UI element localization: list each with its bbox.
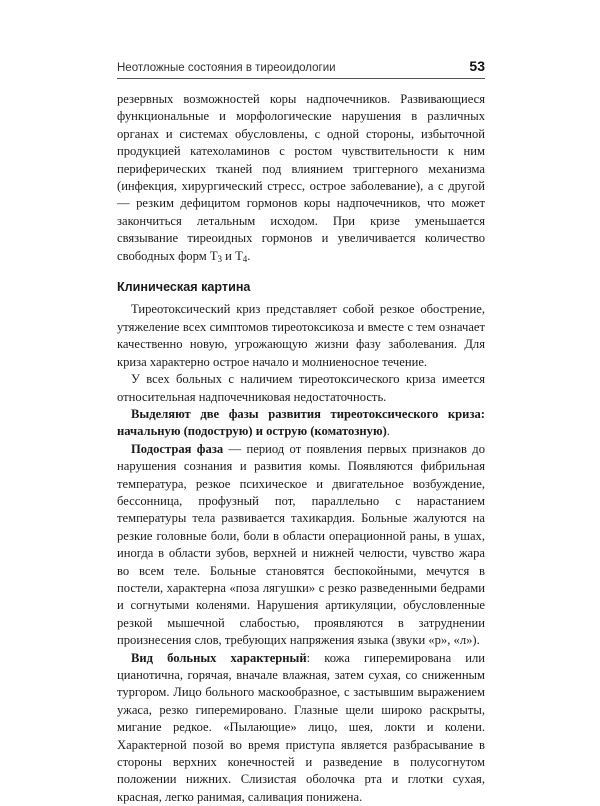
paragraph-text: .	[386, 424, 390, 439]
running-header-title: Неотложные состояния в тиреоидологии	[117, 62, 336, 74]
paragraph: У всех больных с наличием тиреотоксического криза имеется относительная надпочечниковая недостаточность.	[117, 372, 485, 404]
header-rule	[117, 78, 485, 79]
subscript: 3	[217, 253, 223, 264]
paragraph	[117, 650, 485, 806]
running-header	[117, 58, 485, 74]
subscript: 4	[242, 253, 248, 264]
page-number: 53	[469, 58, 485, 74]
paragraph: Тиреотоксический криз представляет собой резкое обострение, утяжеление всех симптомов тиреотоксикоза и вместе с тем означает качественно новую, угрожающую жизни фазу заболевания. Для криза характерно острое начало и молниеносное течение.	[117, 302, 485, 369]
paragraph-text: .	[247, 248, 251, 263]
bold-lead: Выделяют две фазы развития тиреотоксического криза: начальную (подострую) и острую (коматозную)	[117, 406, 485, 439]
paragraph-text: и T	[222, 248, 243, 263]
paragraph-continuation	[117, 91, 485, 265]
paragraph-text: — период от появления первых признаков до нарушения сознания и развития комы. Появляются фибрильная температура, резкое психическое и двигательное возбуждение, бессонница, профузный пот, параллельно с нарастанием температуры тела развивается тахикардия. Больные жалуются на резкие головные боли, боли в области операционной раны, в ушах, иногда в области зубов, верхней и нижней челюсти, чувство жара во всем теле. Больные становятся беспокойными, мечутся в постели, характерна «поза лягушки» с резко разведенными бедрами и согнутыми коленями. Нарушения артикуляции, обусловленные резкой мышечной слабостью, проявляются в затруднении произнесения слов, требующих напряжения языка (звуки «р», «л»).	[117, 441, 485, 648]
paragraph-text: резервных возможностей коры надпочечников. Развивающиеся функциональные и морфологические нарушения в различных органах и системах обусловлены, с одной стороны, избыточной продукцией катехоламинов с ростом чувствительности к ним периферических тканей под влиянием триггерного механизма (инфекция, хирургический стресс, острое заболевание), а с другой — резким дефицитом гормонов коры надпочечников, что может закончиться летальным исходом. При кризе уменьшается связывание тиреоидных гормонов и увеличивается количество свободных форм T	[117, 92, 485, 263]
body-text	[117, 91, 485, 806]
bold-lead: Вид больных характерный	[131, 650, 307, 665]
bold-lead: Подострая фаза	[131, 441, 224, 456]
paragraph-text: : кожа гиперемирована или цианотична, горячая, вначале влажная, затем сухая, со сниженным тургором. Лицо больного маскообразное, с застывшим выражением ужаса, резко гиперемировано. Глазные щели широко раскрыты, мигание редкое. «Пылающие» лицо, шея, локти и колени. Характерной позой во время приступа является разбрасывание в стороны верхних конечностей и разведение в полусогнутом положении нижних. Слизистая оболочка рта и глотки сухая, красная, легко ранимая, саливация понижена.	[117, 650, 485, 804]
paragraph	[117, 406, 485, 441]
paragraph	[117, 441, 485, 650]
section-heading: Клиническая картина	[117, 280, 251, 295]
